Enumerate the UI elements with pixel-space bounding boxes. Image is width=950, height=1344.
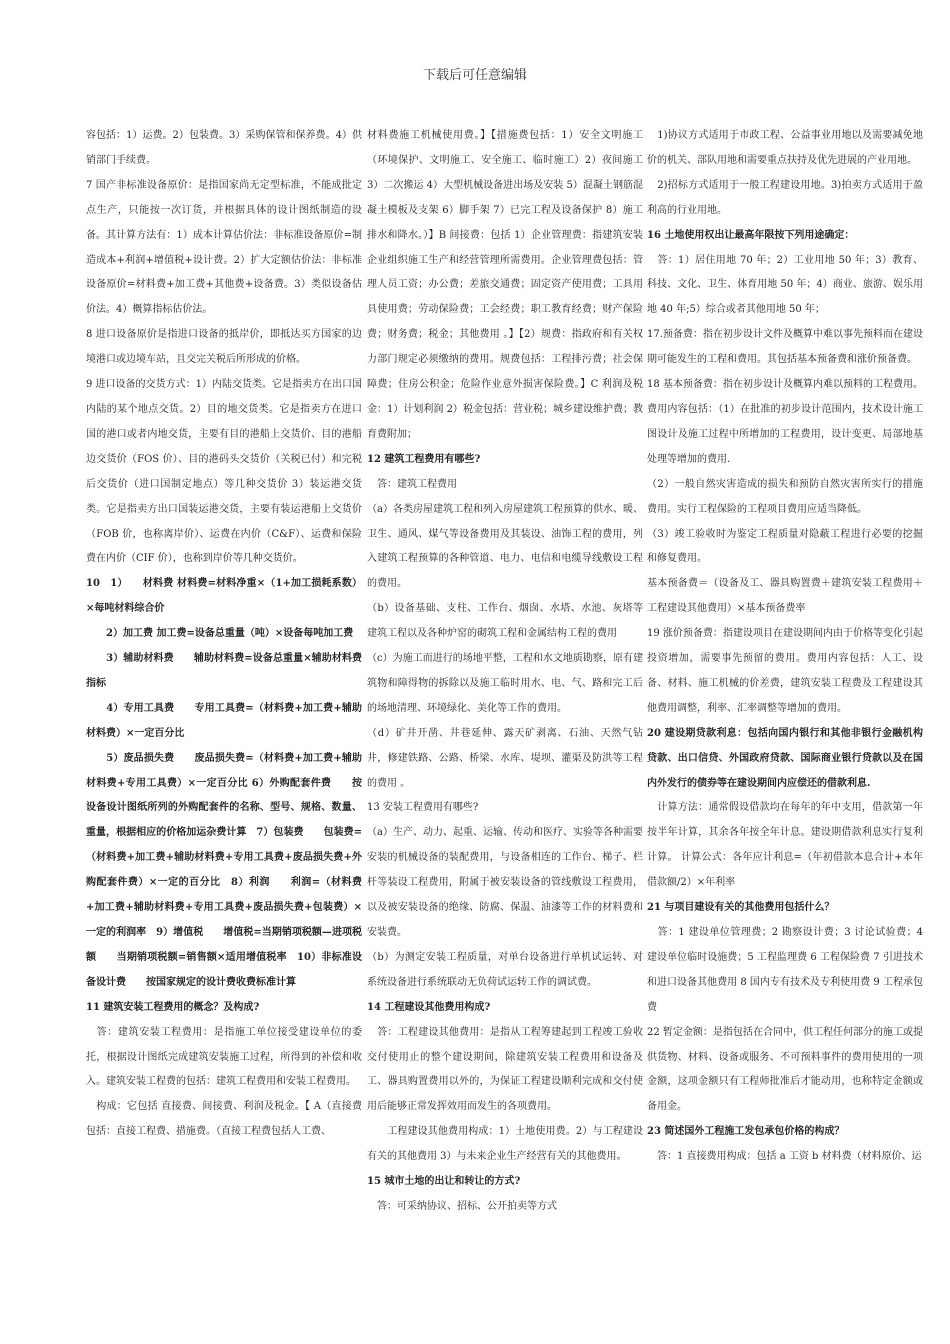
paragraph: 1)协议方式适用于市政工程、公益事业用地以及需要减免地价的机关、部队用地和需要重点扶持及优先进展的产业用地。 [647,130,923,166]
paragraph: 工程建设其他费用构成：1）土地使用费。2）与工程建设有关的其他费用 3）与未来企业生产经营有关的其他费用。 [367,1126,643,1163]
paragraph: 4）专用工具费 专用工具费=（材料费+加工费+辅助材料费）×一定百分比 [86,702,362,739]
section-heading: 12 建筑工程费用有哪些? [367,453,481,465]
paragraph: 2）加工费 加工费=设备总重量（吨）×设备每吨加工费 [86,628,354,640]
paragraph: （3）竣工验收时为鉴定工程质量对隐蔽工程进行必要的挖掘和修复费用。 [647,528,923,565]
paragraph: 答：建筑工程费用 [367,478,457,490]
paragraph: （d）矿井开凿、井巷延伸、露天矿剥离、石油、天然气钻井，修建铁路、公路、桥梁、水库、堤坝、灌渠及防洪等工程的费用 。 [367,727,643,789]
section-heading: 14 工程建设其他费用构成? [367,1001,491,1013]
paragraph: （2）一般自然灾害造成的损失和预防自然灾害所实行的措施费用。实行工程保险的工程项目费用应适当降低。 [647,478,923,515]
paragraph: （a）各类房屋建筑工程和列入房屋建筑工程预算的供水、暖、卫生、通风、煤气等设备费用及其装设、油饰工程的费用，列入建筑工程预算的各种管道、电力、电信和电缆导线敷设工程的费用。 [367,503,643,590]
section-heading: 11 建筑安装工程费用的概念？及构成? [86,1001,260,1013]
section-heading: 21 与项目建设有关的其他费用包括什么？ [647,902,835,914]
paragraph: （c）为施工而进行的场地平整，工程和水文地质勘察，原有建筑物和障得物的拆除以及施工临时用水、电、气、路和完工后的场地清理、环境绿化、美化等工作的费用。 [367,653,643,714]
paragraph: （a）生产、动力、起重、运输、传动和医疗、实验等各种需要安装的机械设备的装配费用，与设备相连的工作台、梯子、栏杆等装设工程费用，附属于被安装设备的管线敷设工程费用，以及被安装设备的绝缘、防腐、保温、油漆等工作的材料费和安装费。 [367,827,643,938]
section-heading: 23 简述国外工程施工发包承包价格的构成？ [647,1126,845,1138]
paragraph: 17.预备费：指在初步设计文件及概算中难以事先预料而在建设期可能发生的工程和费用。其包括基本预备费和涨价预备费。 [647,329,923,366]
paragraph: 答：1 建设单位管理费；2 勘察设计费；3 讨论试验费；4 建设单位临时设施费；5 工程监理费 6 工程保险费 7 引进技术和进口设备其他费用 8 国内专有技术及专利使用费 9 工程承包费 [647,927,923,1013]
paragraph: 7 国产非标准设备原价：是指国家尚无定型标准，不能成批定点生产，只能按一次订货，并根据具体的设计图纸制造的设备。其计算方法有：1）成本计算估价法：非标准设备原价=制造成本+利润+增值税+设计费。2）扩大定额估价法：非标准设备原价=材料费+加工费+其他费+设备费。3）类似设备估价法。4）概算指标估价法。 [86,179,362,316]
paragraph: 10 1） 材料费 材料费=材料净重×（1+加工损耗系数）×每吨材料综合价 [86,578,362,615]
paragraph: 19 涨价预备费：指建设项目在建设期间内由于价格等变化引起投资增加，需要事先预留的费用。费用内容包括：人工、设备、材料、施工机械的价差费，建筑安装工程费及工程建设其他费用调整，利率、汇率调整等增加的费用。 [647,628,923,714]
paragraph: 3）辅助材料费 辅助材料费=设备总重量×辅助材料费指标 [86,653,362,689]
paragraph: 9 进口设备的交货方式：1）内陆交货类。它是指卖方在出口国内陆的某个地点交货。2）目的地交货类。它是指卖方在进口国的港口或者内地交货，主要有目的港船上交货价、目的港船边交货价（FOS 价）、目的港码头交货价（关税已付）和完税后交货价（进口国制定地点）等几种交货价 3）装运港交货类。它是指卖方出口国装运港交货，主要有装运港船上交货价（FOB 价，也称离岸价）、运费在内价（C&F）、运费和保险费在内价（CIF 价），也称到岸价等几种交货价。 [86,379,362,565]
column-right [647,124,923,1170]
paragraph: 8 进口设备原价是指进口设备的抵岸价，即抵达买方国家的边境港口或边境车站，且交完关税后所形成的价格。 [86,329,362,366]
paragraph: 18 基本预备费：指在初步设计及概算内难以预料的工程费用。费用内容包括：（1）在批准的初步设计范围内，技术设计施工图设计及施工过程中所增加的工程费用，设计变更、局部地基处理等增加的费用. [647,379,923,465]
paragraph: 5）废品损失费 废品损失费=（材料费+加工费+辅助材料费+专用工具费）×一定百分比 6）外购配套件费 按设备设计图纸所列的外购配套件的名称、型号、规格、数量、重量，根据相应的价格加运杂费计算 7）包装费 包装费=（材料费+加工费+辅助材料费+专用工具费+废品损失费+外购配套件费）×一定的百分比 8）利润 利润=（材料费+加工费+辅助材料费+专用工具费+废品损失费+包装费）×一定的利润率 9）增值税 增值税=当期销项税额—进项税额 当期销项税额=销售额×适用增值税率 10）非标准设备设计费 按国家规定的设计费收费标准计算 [86,752,362,988]
paragraph: 答：1 直接费用构成：包括 a 工资 b 材料费（材料原价、运 [647,1151,922,1163]
section-heading: 16 土地使用权出让最高年限按下列用途确定： [647,229,855,241]
column-middle [367,124,643,1220]
paragraph: 材料费施工机械使用费。】【措施费包括：1）安全文明施工（环境保护、文明施工、安全施工、临时施工）2）夜间施工 3）二次搬运 4）大型机械设备进出场及安装 5）混凝土钢筋混凝土模板及支架 6）脚手架 7）已完工程及设备保护 8）施工排水和降水。）】B 间接费：包括 1）企业管理费：指建筑安装企业组织施工生产和经营管理所需费用。企业管理费包括：管理人员工资；办公费；差旅交通费；固定资产使用费；工具用具使用费；劳动保险费；工会经费；职工教育经费；财产保险费；财务费；税金；其他费用 。】【2）规费：指政府和有关权力部门规定必须缴纳的费用。规费包括：工程排污费；社会保障费；住房公积金；危险作业意外损害保险费。】C 利润及税金：1）计划利润 2）税金包括：营业税；城乡建设维护费；教育费附加； [367,130,643,440]
section-heading: 15 城市土地的出让和转让的方式? [367,1176,521,1188]
paragraph: 答：可采纳协议、招标、公开拍卖等方式 [367,1200,557,1212]
paragraph: 答：工程建设其他费用：是指从工程筹建起到工程竣工验收交付使用止的整个建设期间，除建筑安装工程费用和设备及工、器具购置费用以外的，为保证工程建设顺利完成和交付使用后能够正常发挥效用而发生的各项费用。 [367,1026,643,1113]
section-heading: 13 安装工程费用有哪些? [367,802,479,814]
paragraph: （b）为测定安装工程质量，对单台设备进行单机试运转、对系统设备进行系统联动无负荷试运转工作的调试费。 [367,951,643,988]
paragraph: 基本预备费＝（设备及工、器具购置费＋建筑安装工程费用＋工程建设其他费用）×基本预备费率 [647,578,923,615]
paragraph: 容包括：1）运费。2）包装费。3）采购保管和保养费。4）供销部门手续费。 [86,130,362,166]
paragraph: 计算方法：通常假设借款均在每年的年中支用，借款第一年按半年计算，其余各年按全年计息。建设期借款利息实行复利计算。 计算公式：各年应计利息=（年初借款本息合计+本年借款额/2）×年利率 [647,802,923,889]
paragraph: 答：建筑安装工程费用：是指施工单位接受建设单位的委托，根据设计图纸完成建筑安装施工过程，所得到的补偿和收入。建筑安装工程费的包括：建筑工程费用和安装工程费用。 [86,1026,362,1088]
paragraph: （b）设备基础、支柱、工作台、烟囱、水塔、水池、灰塔等建筑工程以及各种炉窑的砌筑工程和金属结构工程的费用 [367,603,643,640]
page-header: 下载后可任意编辑 [422,68,527,83]
paragraph: 答：1）居住用地 70 年；2）工业用地 50 年；3）教育、科技、文化、卫生、体育用地 50 年；4）商业、旅游、娱乐用地 40 年;5）综合或者其他用地 50 年； [647,254,923,316]
paragraph: 22 暂定金额：是指包括在合同中，供工程任何部分的施工或提供货物、材料、设备或服务、不可预料事件的费用使用的一项金额，这项金额只有工程师批准后才能动用，也称特定金额或备用金。 [647,1026,923,1113]
paragraph: 2)招标方式适用于一般工程建设用地。3)拍卖方式适用于盈利高的行业用地。 [647,179,923,216]
paragraph: 构成：它包括 直接费、间接费、利润及税金。【 A（直接费包括：直接工程费、措施费。（直接工程费包括人工费、 [86,1101,362,1138]
column-left [86,124,362,1145]
paragraph: 20 建设期贷款利息：包括向国内银行和其他非银行金融机构贷款、出口信贷、外国政府贷款、国际商业银行贷款以及在国内外发行的债券等在建设期间内应偿还的借款利息. [647,727,923,789]
